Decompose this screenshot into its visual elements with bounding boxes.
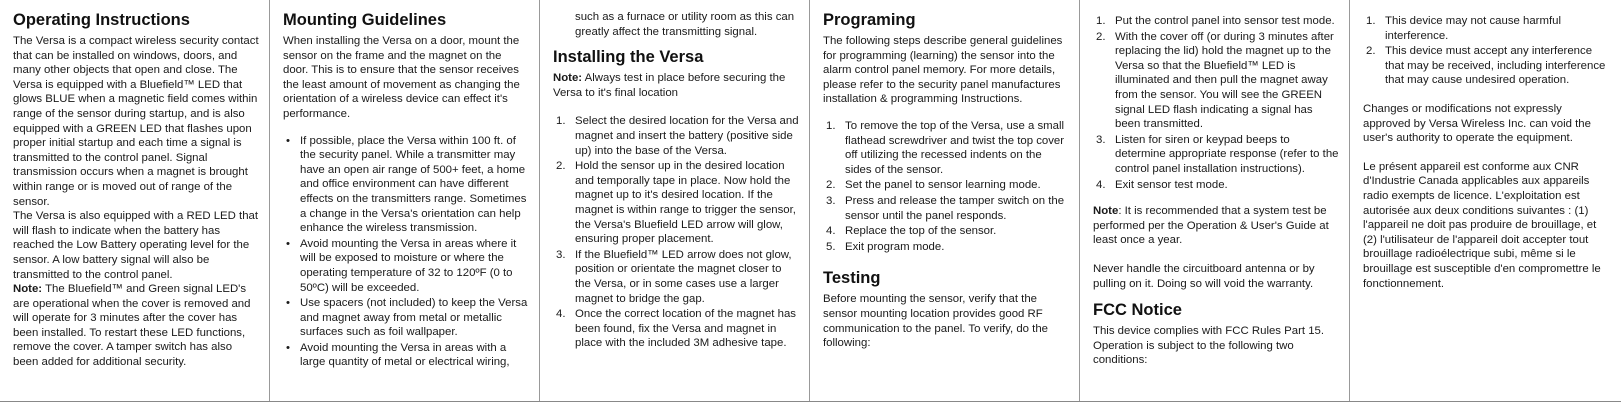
- column-mounting-guidelines: [270, 0, 540, 401]
- step-text: This device may not cause harmful interference.: [1385, 15, 1561, 42]
- list-item: • Use spacers (not included) to keep the Versa and magnet away from metal or metallic surfaces such as foil wallpaper.: [283, 296, 529, 340]
- step-number: 4.: [1096, 178, 1106, 191]
- industry-canada-french-notice: Le présent appareil est conforme aux CNR d'Industrie Canada applicables aux appareils radio exempts de licence. L'exploitation est autorisée aux deux conditions suivantes : (1) l'appareil ne doit pas produire de brouillage, et (2) l'utilisateur de l'appareil doit accepter tout brouillage radioélectrique subi, même si le brouillage est susceptible d'en compromettre le fonctionnement.: [1363, 160, 1601, 290]
- step-text: This device must accept any interference that may be received, including interference that may cause undesired operation.: [1385, 45, 1606, 87]
- step-text: Put the control panel into sensor test mode.: [1115, 15, 1335, 27]
- installing-note: [553, 71, 799, 100]
- note-text: The Bluefield™ and Green signal LED's are operational when the cover is removed and will operate for 3 minutes after the cover has been installed. To restart these LED functions, remove the cover. A tamper switch has also been added for additional security.: [13, 283, 251, 369]
- step-text: If the Bluefield™ LED arrow does not glow, position or orientate the magnet closer to the Versa, or in some cases use a larger magnet to bridge the gap.: [575, 248, 792, 305]
- list-item: [1093, 133, 1339, 177]
- list-item: • Avoid mounting the Versa in areas with a large quantity of metal or electrical wiring,: [283, 341, 529, 370]
- column-fcc-conditions: [1350, 0, 1621, 401]
- step-number: 4.: [556, 308, 566, 321]
- list-item: [1093, 14, 1339, 29]
- column-operating-instructions: [0, 0, 270, 401]
- step-number: 2.: [1096, 30, 1106, 43]
- step-number: 1.: [826, 119, 836, 132]
- step-number: 2.: [1366, 45, 1376, 58]
- step-number: 3.: [556, 248, 566, 261]
- step-text: Select the desired location for the Versa and magnet and insert the battery (positive side up) into the base of the Versa.: [575, 115, 799, 157]
- testing-steps: [1093, 14, 1339, 192]
- list-item: • If possible, place the Versa within 100 ft. of the security panel. While a transmitter may have an open air range of 500+ feet, a home and office environment can have different effects on the transmitters range. Sometimes a change in the Versa's orientation can help enhance the wireless transmission.: [283, 134, 529, 236]
- note-label: Note:: [553, 72, 583, 85]
- list-item: [1093, 178, 1339, 193]
- step-number: 1.: [1096, 15, 1106, 27]
- installing-heading: Installing the Versa: [553, 48, 704, 67]
- note-label: Note:: [13, 283, 43, 296]
- list-item: [553, 114, 799, 158]
- note-text: Always test in place before securing the Versa to it's final location: [553, 72, 786, 99]
- column-programing: [810, 0, 1080, 401]
- list-item: [1093, 30, 1339, 132]
- fcc-notice-text: This device complies with FCC Rules Part 15. Operation is subject to the following two conditions:: [1093, 325, 1325, 367]
- installing-steps: [553, 114, 799, 351]
- step-number: 2.: [826, 179, 836, 192]
- testing-heading: Testing: [823, 269, 881, 288]
- step-text: With the cover off (or during 3 minutes after replacing the lid) hold the magnet up to the Versa so that the Bluefield™ LED is illuminated and then pull the magnet away from the sensor. You will see the GREEN signal LED flash indicating a signal has been transmitted.: [1115, 30, 1334, 131]
- list-item: [823, 224, 1069, 239]
- continued-bullet-text: such as a furnace or utility room as this can greatly affect the transmitting signal.: [575, 11, 795, 38]
- step-number: 4.: [826, 225, 836, 238]
- mounting-guidelines-heading: Mounting Guidelines: [283, 11, 447, 29]
- step-number: 3.: [826, 194, 836, 207]
- changes-warning: Changes or modifications not expressly approved by Versa Wireless Inc. can void the user's authority to operate the equipment.: [1363, 102, 1591, 145]
- column-testing-continued: [1080, 0, 1350, 401]
- programing-heading: Programing: [823, 11, 916, 29]
- list-item: [553, 248, 799, 306]
- list-item: [553, 159, 799, 247]
- operating-instructions-heading: Operating Instructions: [13, 11, 190, 29]
- step-text: Exit sensor test mode.: [1115, 178, 1228, 191]
- list-item: [823, 194, 1069, 223]
- list-item: [553, 307, 799, 351]
- step-text: Press and release the tamper switch on the sensor until the panel responds.: [845, 194, 1065, 222]
- programing-steps: [823, 119, 1069, 254]
- testing-text: Before mounting the sensor, verify that the sensor mounting location provides good RF communication to the panel. To verify, do the following:: [823, 293, 1048, 350]
- step-text: Set the panel to sensor learning mode.: [845, 179, 1041, 192]
- mounting-bullet-list: [283, 134, 529, 371]
- step-number: 3.: [1096, 133, 1106, 146]
- testing-note: [1093, 204, 1339, 248]
- step-number: 2.: [556, 160, 566, 173]
- list-item: [1363, 44, 1611, 88]
- note-label: Note: [1093, 205, 1119, 218]
- step-number: 5.: [826, 240, 836, 253]
- step-text: Hold the sensor up in the desired location and temporally tape in place. Now hold the magnet up to it's desired location. If the magnet is within range to trigger the sensor, the Versa's Bluefield LED arrow will glow, ensuring proper placement.: [575, 160, 796, 246]
- step-number: 1.: [1366, 15, 1376, 27]
- list-item: [823, 240, 1069, 255]
- step-text: Exit program mode.: [845, 240, 945, 253]
- mounting-intro: When installing the Versa on a door, mount the sensor on the frame and the magnet on the door. This is to ensure that the sensor receives the least amount of movement as changing the orientation of a wireless device can effect it's performance.: [283, 35, 520, 120]
- fcc-conditions-list: [1363, 14, 1611, 88]
- list-item: [823, 178, 1069, 193]
- operating-paragraph-1: The Versa is a compact wireless security contact that can be installed on windows, doors, and many other objects that open and close. The Versa is equipped with a Bluefield™ LED that glows BLUE when a magnetic field comes within range of the sensor during startup, and is also equipped with a GREEN LED that flashes upon proper initial startup and each time a signal is transmitted to the control panel. Signal transmission occurs when a magnet is brought within range or is moved out of range of the sensor.: [13, 35, 259, 208]
- list-item: [823, 119, 1069, 177]
- programing-intro: The following steps describe general guidelines for programming (learning) the sensor into the alarm control panel memory. For more details, please refer to the security panel manufactures installation & programming Instructions.: [823, 35, 1063, 106]
- step-text: To remove the top of the Versa, use a small flathead screwdriver and twist the top cover off utilizing the recessed indents on the sides of the sensor.: [845, 119, 1065, 176]
- note-text: : It is recommended that a system test be performed per the Operation & User's Guide at least once a year.: [1093, 205, 1329, 247]
- step-text: Replace the top of the sensor.: [845, 225, 997, 238]
- antenna-warning: Never handle the circuitboard antenna or by pulling on it. Doing so will void the warranty.: [1093, 262, 1315, 290]
- fcc-notice-heading: FCC Notice: [1093, 301, 1182, 320]
- step-text: Once the correct location of the magnet has been found, fix the Versa and magnet in place with the included 3M adhesive tape.: [575, 308, 796, 350]
- step-number: 1.: [556, 115, 566, 128]
- list-item: [1363, 14, 1611, 43]
- list-item: • Avoid mounting the Versa in areas where it will be exposed to moisture or where the operating temperature of 32 to 120ºF (0 to 50ºC) will be exceeded.: [283, 237, 529, 295]
- operating-note: [13, 282, 259, 370]
- operating-paragraph-2: The Versa is also equipped with a RED LED that will flash to indicate when the battery has reached the Low Battery operating level for the sensor. A low battery signal will also be transmitted to the control panel.: [13, 210, 259, 281]
- step-text: Listen for siren or keypad beeps to determine appropriate response (refer to the control panel installation instructions).: [1115, 133, 1339, 175]
- column-installing: [540, 0, 810, 401]
